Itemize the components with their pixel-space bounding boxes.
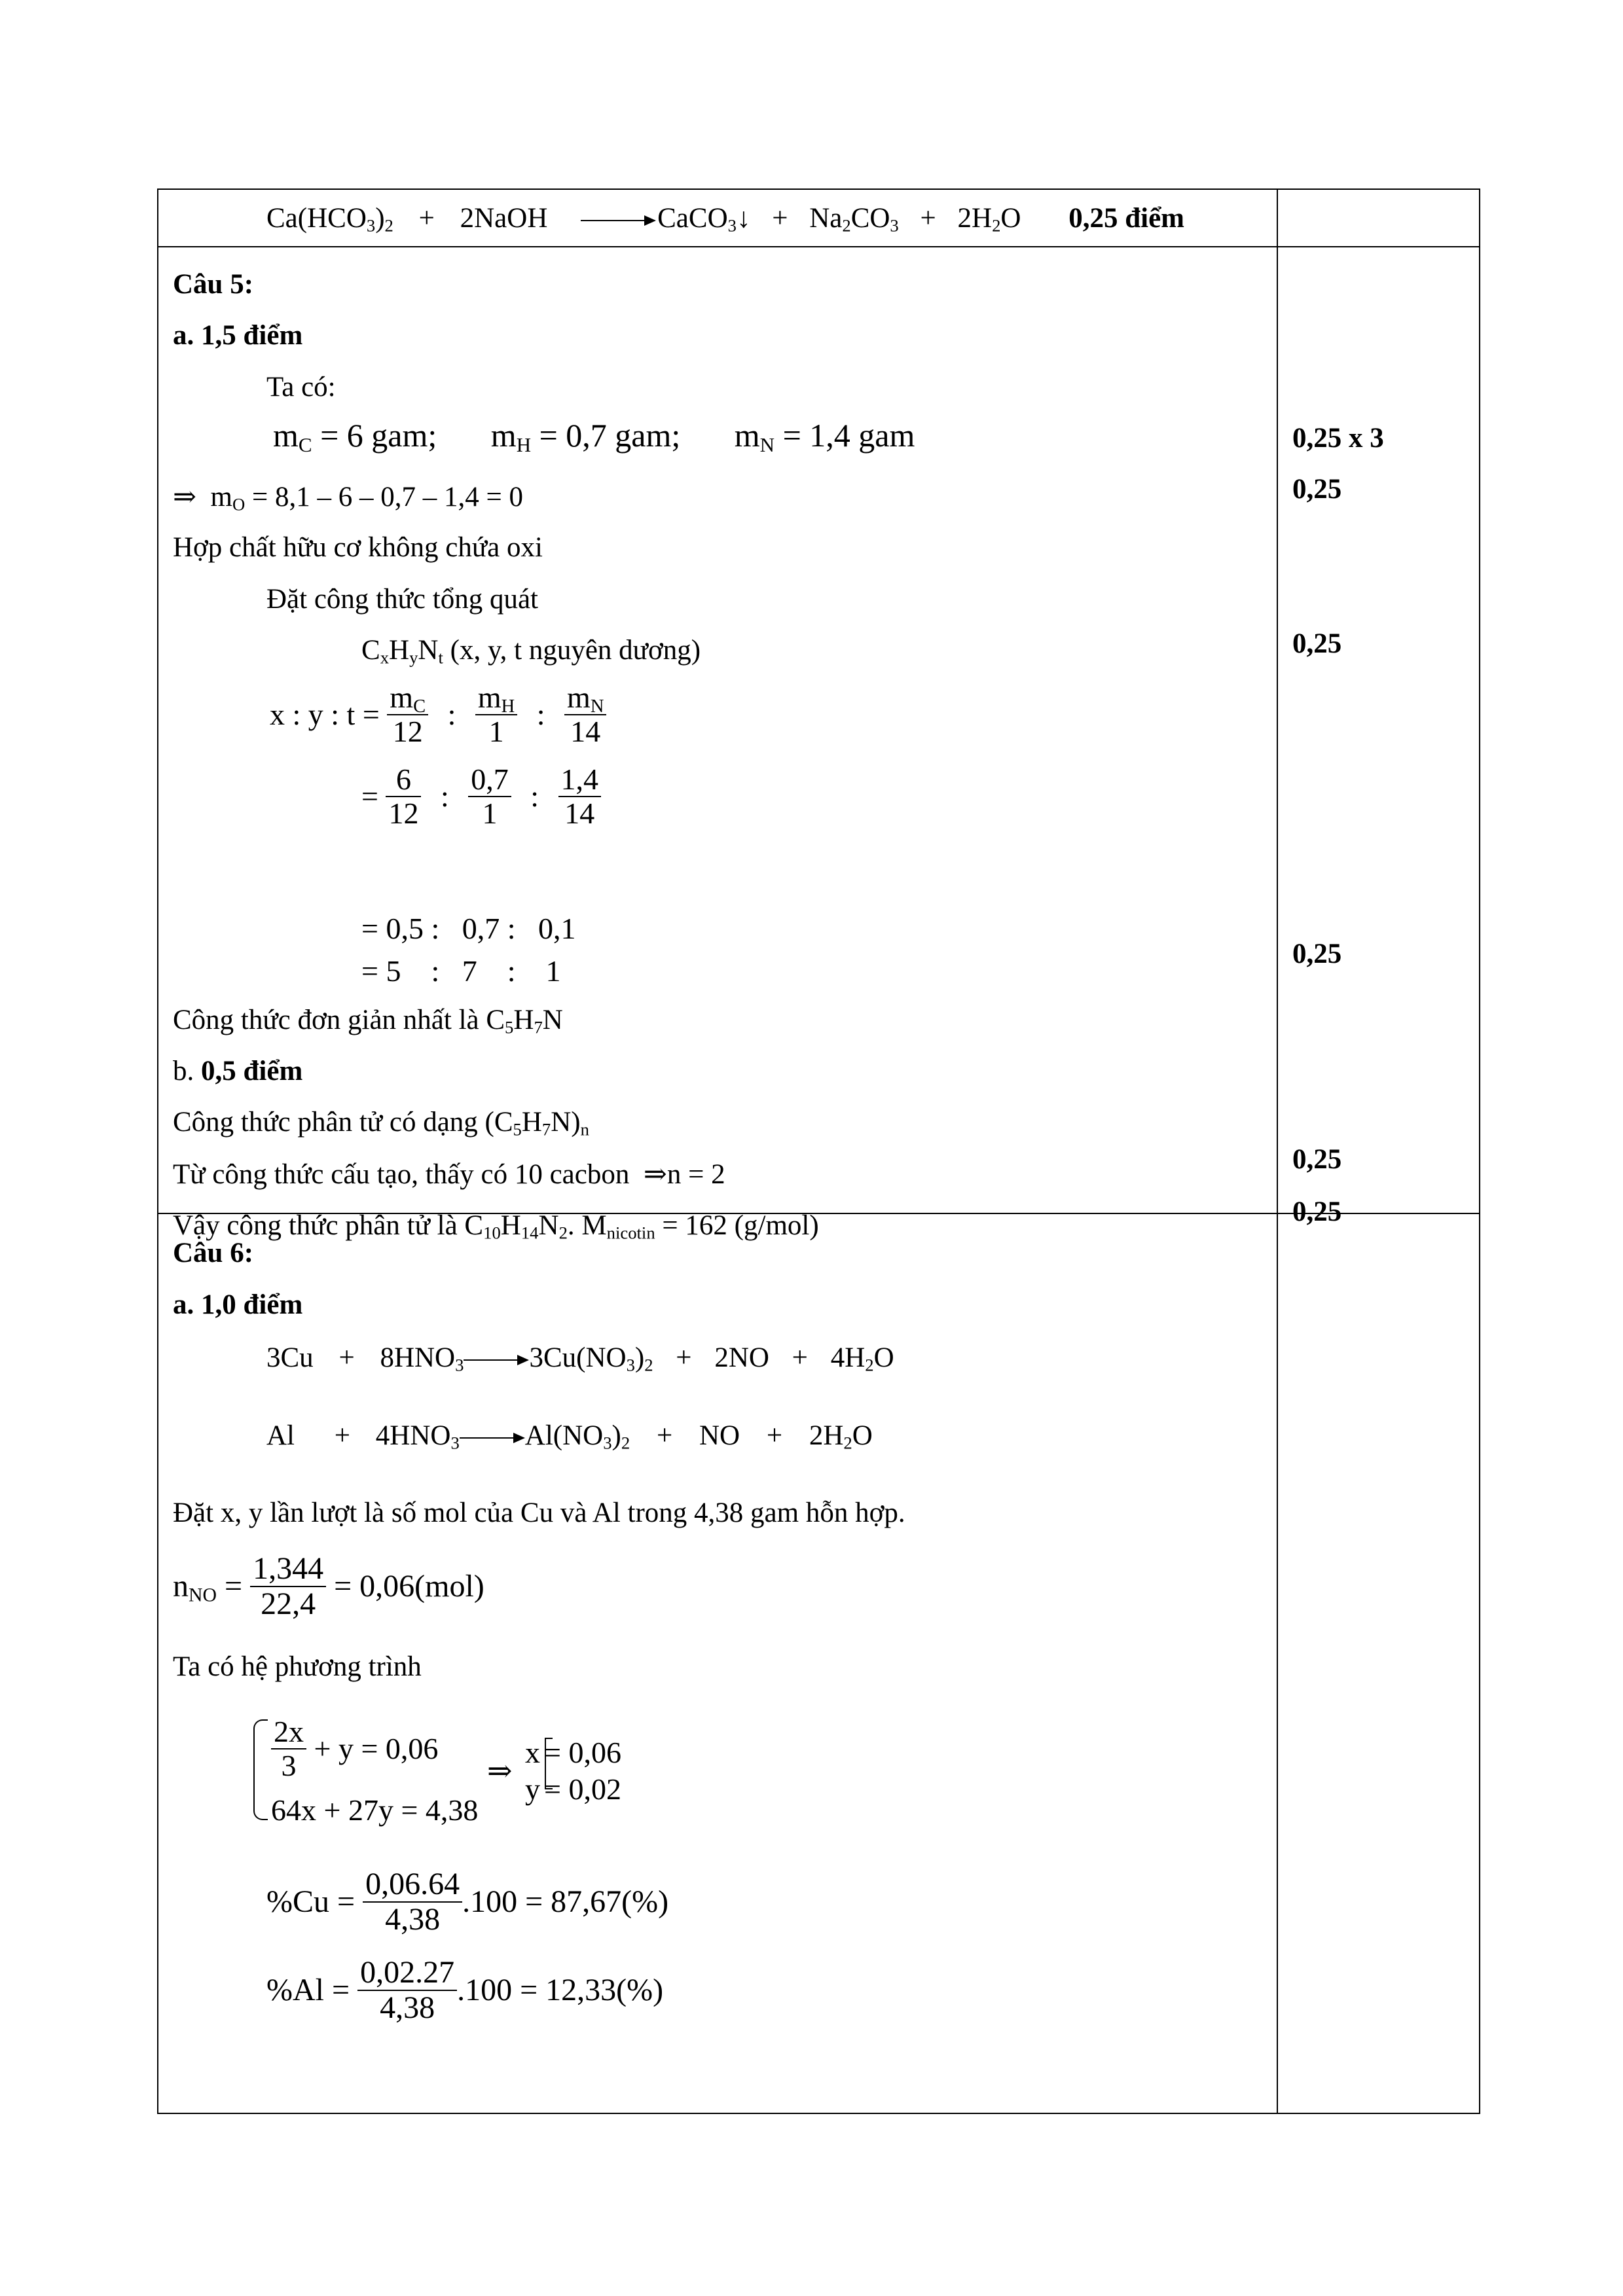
simplest-formula: Công thức đơn giản nhất là $C_5H_7N$ — [173, 1005, 563, 1037]
score-cell — [1277, 1213, 1480, 2113]
reaction-line: $Ca(HCO_3)_2$ + 2NaOH CaCO$_3$↓ + $Na_2CO_3 + 2H_2O$ 0,25 điểm — [266, 203, 1184, 236]
score: 0,25 — [1292, 939, 1342, 969]
ratio-line-4: = 5 : 7 : 1 — [361, 954, 561, 988]
reaction-arrow — [460, 1431, 525, 1444]
part-heading: a. 1,5 điểm — [173, 320, 303, 351]
table-row — [158, 247, 1480, 1213]
ratio-line-1: x : y : t = $\frac{m_C}{12}$ : $\frac{m_H}{1}$ : $\frac{m_N}{14}$ — [270, 683, 606, 747]
question-title: Câu 6: — [173, 1238, 254, 1268]
system-eq-2: 64x + 27y = 4,38 — [271, 1793, 479, 1827]
system-eq-1: $\frac{2x}{3}$ + y = 0,06 — [271, 1717, 438, 1781]
reaction-arrow — [581, 214, 656, 227]
mass-values: $m_C = 6$ gam; $m_H = 0,7$ gam; $m_N = 1,4$ gam — [273, 417, 915, 456]
question-title: Câu 5: — [173, 269, 254, 300]
text-line: Ta có: — [266, 372, 336, 403]
score: 0,25 — [1292, 628, 1342, 659]
system-brace — [253, 1719, 268, 1820]
score: 0,25 — [1292, 474, 1342, 505]
content-cell — [158, 189, 1277, 247]
nno-equation: $n_{NO}$ = $\frac{1,344}{22,4}$ = 0,06(mol) — [173, 1551, 484, 1621]
oxygen-mass: ⇒ $m_O = 8,1 - 6 - 0,7 - 1,4 = 0$ — [173, 482, 524, 514]
final-formula: Vậy công thức phân tử là $C_{10}H_{14}N_2$. $M_{nicotin} = 162$ (g/mol) — [173, 1210, 819, 1243]
score-cell — [1277, 189, 1480, 247]
part-heading: a. 1,0 điểm — [173, 1289, 303, 1320]
text-line: Đặt x, y lần lượt là số mol của Cu và Al trong 4,38 gam hỗn hợp. — [173, 1498, 905, 1528]
general-formula: $C_xH_yN_t$ (x, y, t nguyên dương) — [361, 635, 701, 668]
equation-1: $3Cu + 8HNO_3$ $3Cu(NO_3)_2 + 2NO + 4H_2O$ — [266, 1342, 894, 1375]
percent-al: %Al = $\frac{0,02.27}{4,38}$ .100 = 12,33(%) — [266, 1955, 664, 2025]
score: 0,25 — [1292, 1144, 1342, 1175]
score: 0,25 x 3 — [1292, 423, 1384, 454]
implies-arrow: ⇒ — [487, 1754, 513, 1787]
text-line: Hợp chất hữu cơ không chứa oxi — [173, 532, 543, 563]
score: 0,25 — [1292, 1196, 1342, 1227]
system-result-x: x = 0,06 — [525, 1736, 621, 1769]
part-heading: b. 0,5 điểm — [173, 1056, 303, 1086]
text-line: Đặt công thức tổng quát — [266, 584, 538, 615]
answer-table — [157, 188, 1480, 2114]
content-cell — [158, 247, 1277, 1243]
equation-2: $Al + 4HNO_3$ $Al(NO_3)_2$ + NO + $2H_2O$ — [266, 1420, 873, 1453]
molecular-form: Công thức phân tử có dạng $(C_5H_7N)_n$ — [173, 1107, 589, 1139]
table-row — [158, 1213, 1480, 2113]
text-line: Ta có hệ phương trình — [173, 1651, 422, 1682]
table-row — [158, 189, 1480, 247]
reaction-arrow — [464, 1354, 529, 1367]
system-result-y: y = 0,02 — [525, 1772, 621, 1806]
ratio-line-3: = 0,5 : 0,7 : 0,1 — [361, 912, 576, 945]
percent-cu: %Cu = $\frac{0,06.64}{4,38}$ .100 = 87,67(%) — [266, 1867, 669, 1937]
content-cell — [158, 1210, 1277, 2113]
score-cell — [1277, 247, 1480, 1227]
points-label: 0,25 điểm — [1068, 203, 1184, 234]
structure-line: Từ công thức cấu tạo, thấy có 10 cacbon ⇒n = 2 — [173, 1159, 725, 1190]
ratio-line-2: = $\frac{6}{12}$ : $\frac{0,7}{1}$ : $\frac{1,4}{14}$ — [361, 764, 601, 829]
